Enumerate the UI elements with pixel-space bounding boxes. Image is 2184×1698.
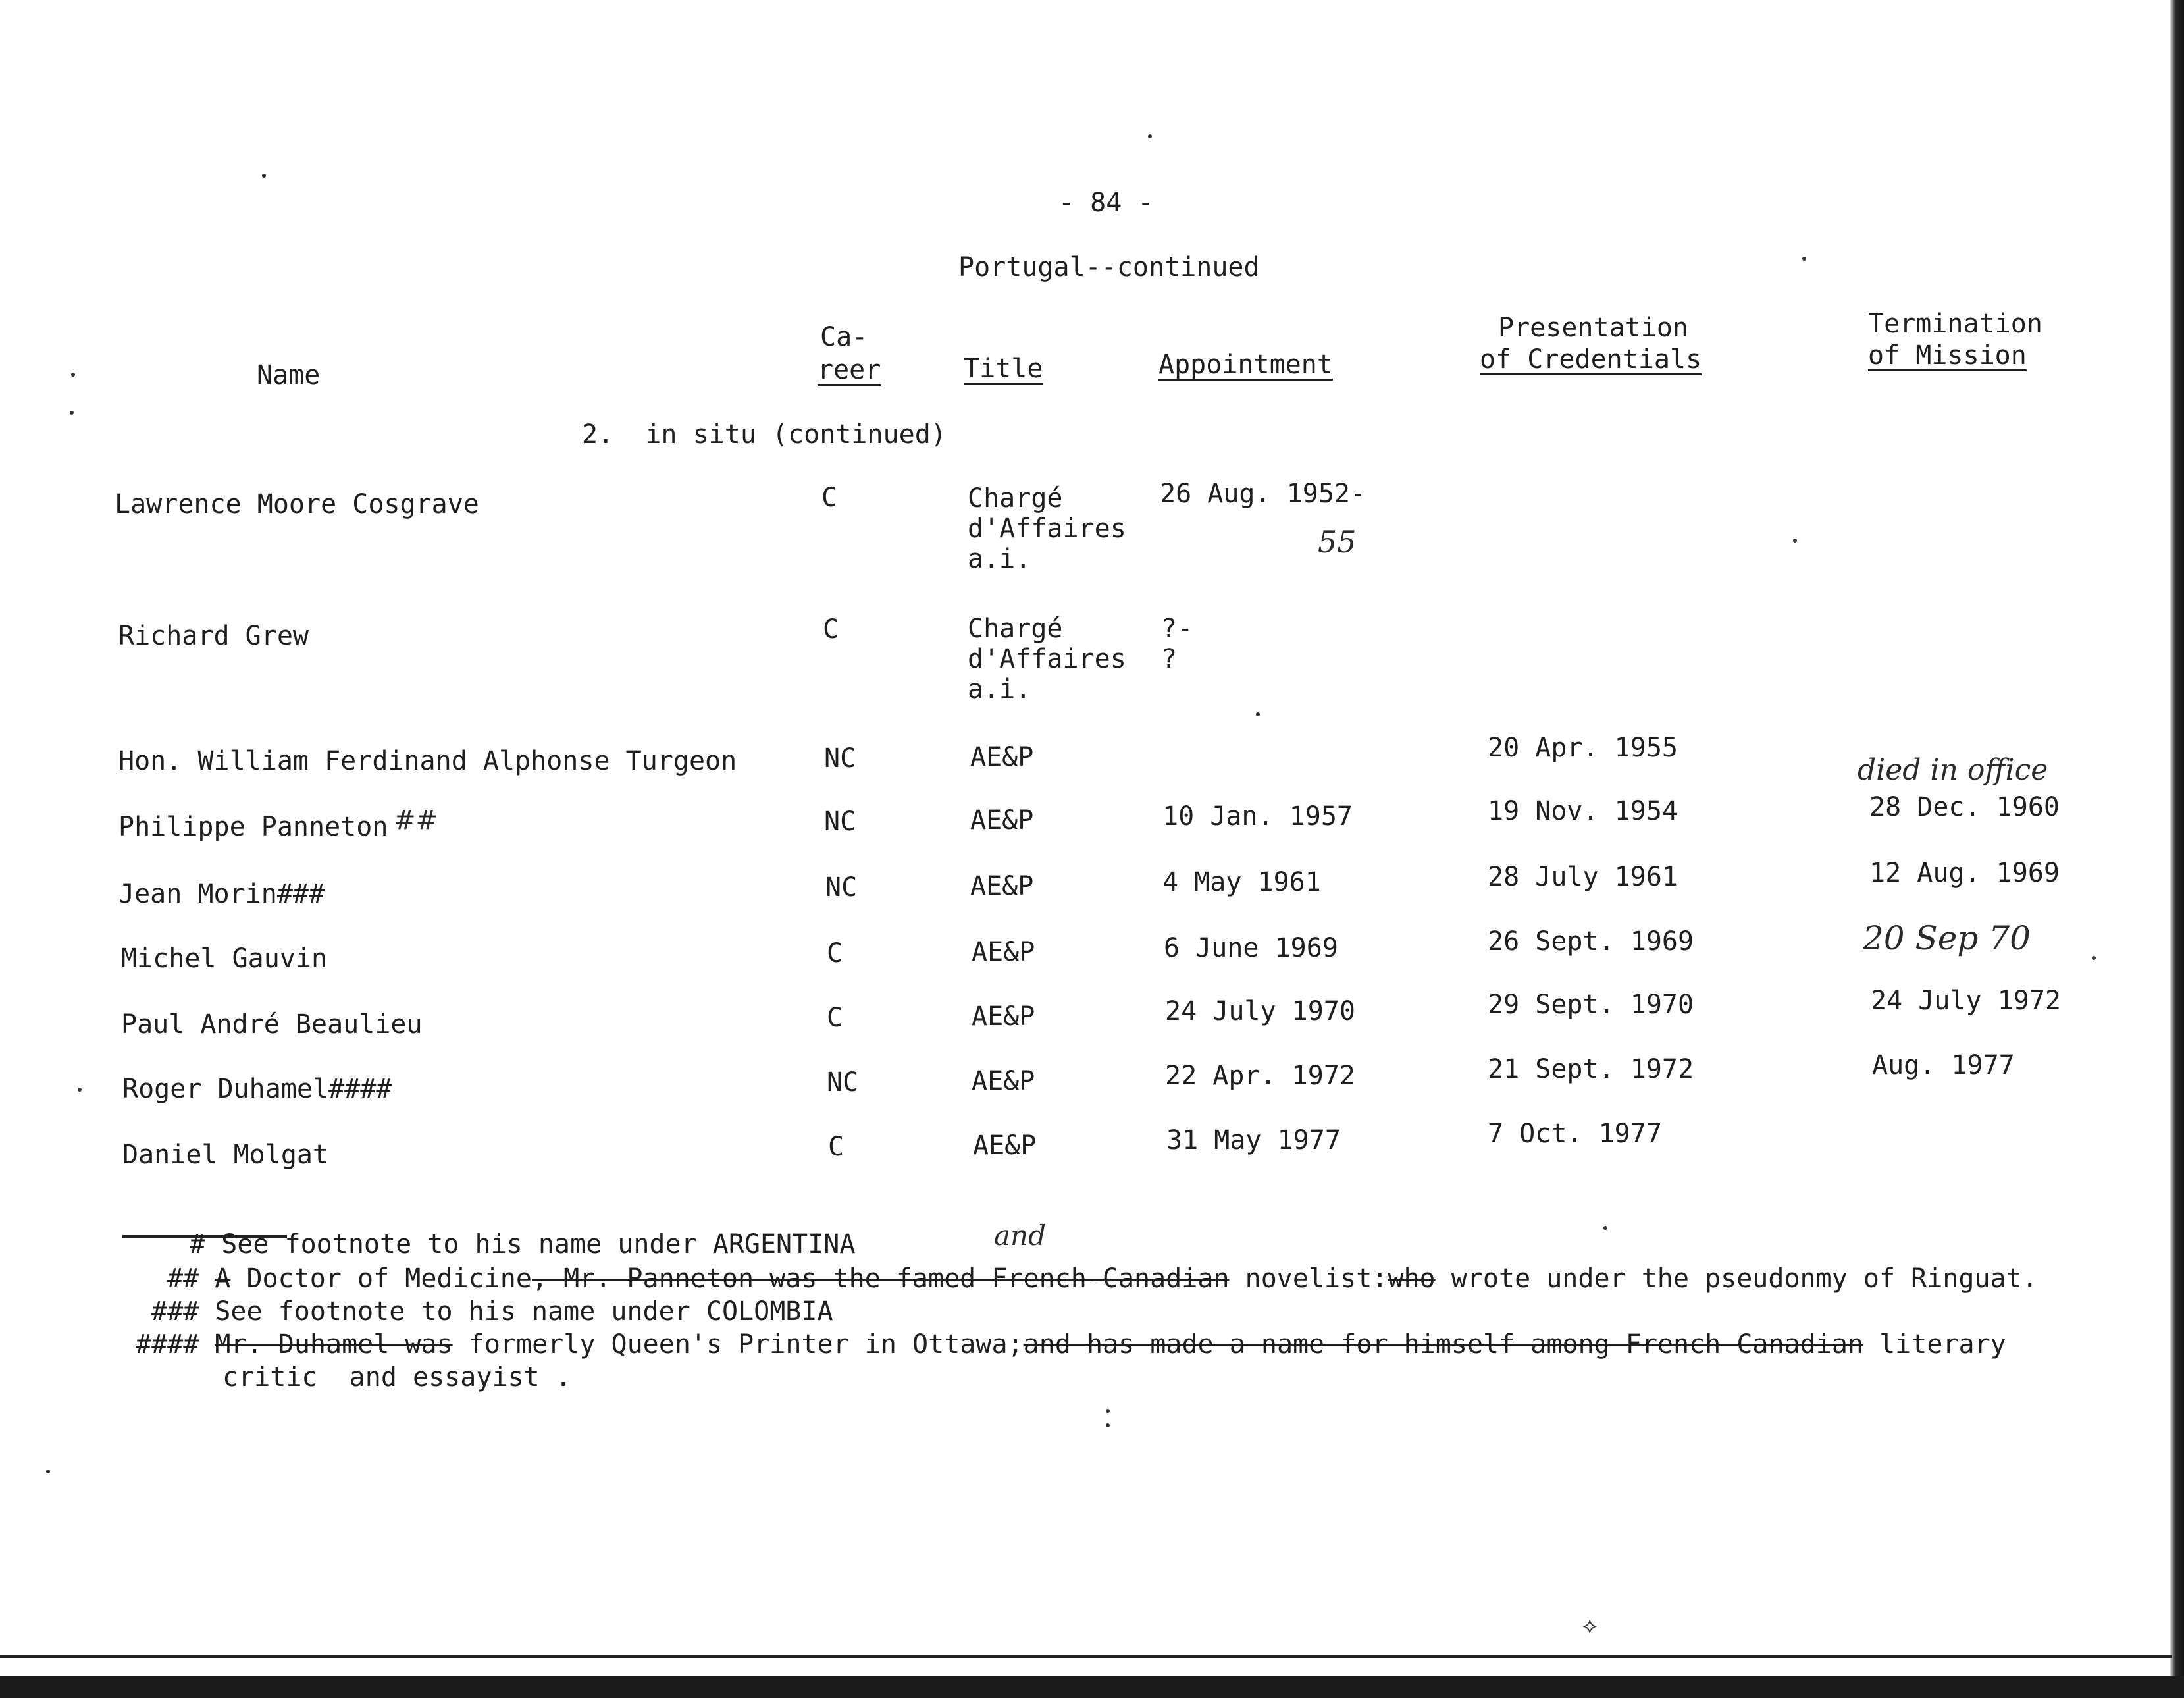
row-title: AE&P — [970, 742, 1034, 772]
section-title: Portugal--continued — [958, 252, 1260, 282]
scan-speck — [262, 174, 266, 178]
row-appointment: 10 Jan. 1957 — [1162, 801, 1353, 832]
row-career: C — [823, 614, 839, 645]
row-name: Paul André Beaulieu — [121, 1009, 423, 1040]
row-appointment-handwritten: 55 — [1318, 524, 1357, 560]
footnote-struck-text: A — [215, 1263, 231, 1294]
scan-speck — [78, 1088, 82, 1092]
footnote-3 — [151, 1298, 833, 1325]
row-career: C — [828, 1132, 845, 1162]
footnote-4-continuation: critic and essayist . — [222, 1362, 571, 1393]
scan-speck — [1802, 257, 1806, 261]
footnote-text: Doctor of Medicine — [246, 1263, 532, 1294]
scan-speck — [1256, 712, 1260, 716]
row-title: AE&P — [973, 1130, 1037, 1161]
header-career-bottom: reer — [818, 355, 881, 385]
footnote-text: See footnote to his name under COLOMBIA — [215, 1296, 833, 1327]
scan-speck — [71, 373, 75, 377]
row-presentation: 29 Sept. 1970 — [1488, 990, 1694, 1020]
header-termination-bottom: of Mission — [1868, 340, 2027, 371]
row-name: Lawrence Moore Cosgrave — [115, 489, 479, 519]
row-name: Richard Grew — [118, 621, 309, 651]
scan-speck — [1603, 1226, 1607, 1230]
scan-speck — [1148, 134, 1152, 138]
scan-speck — [1106, 1409, 1110, 1413]
row-career: NC — [827, 1067, 859, 1098]
scan-edge-bottom — [0, 1676, 2184, 1698]
row-presentation: 20 Apr. 1955 — [1488, 733, 1678, 763]
row-name: Michel Gauvin — [121, 943, 328, 974]
scan-speck — [2092, 956, 2096, 960]
row-name: Philippe Panneton — [118, 812, 388, 842]
footnote-text: wrote under the pseudonmy of Ringuat. — [1451, 1263, 2038, 1294]
row-career: NC — [825, 872, 858, 903]
row-name: Hon. William Ferdinand Alphonse Turgeon — [118, 746, 737, 776]
header-title: Title — [964, 354, 1043, 384]
row-termination: 24 July 1972 — [1871, 986, 2061, 1016]
row-termination-handwritten: 20 Sep 70 — [1863, 919, 2031, 957]
footnote-struck-text: who — [1388, 1263, 1436, 1294]
row-career: NC — [824, 743, 856, 774]
scan-edge-right — [2170, 0, 2184, 1698]
row-appointment: 22 Apr. 1972 — [1165, 1061, 1355, 1091]
footnote-1 — [190, 1231, 855, 1258]
header-termination-top: Termination — [1868, 309, 2042, 339]
page-number: - 84 - — [1058, 188, 1154, 218]
row-presentation: 26 Sept. 1969 — [1488, 926, 1694, 957]
row-termination-handwritten: died in office — [1858, 753, 2048, 787]
row-termination: 12 Aug. 1969 — [1869, 858, 2060, 888]
footnote-text: See footnote to his name under ARGENTINA — [221, 1229, 856, 1260]
row-appointment: 6 June 1969 — [1164, 933, 1338, 963]
footnote-struck-text: , Mr. Panneton was the famed French-Canadian — [531, 1263, 1230, 1294]
row-title: AE&P — [972, 1001, 1035, 1032]
footnote-struck-text: and has made a name for himself among French Canadian — [1023, 1329, 1863, 1360]
row-presentation: 7 Oct. 1977 — [1488, 1119, 1662, 1149]
row-presentation: 28 July 1961 — [1488, 862, 1678, 892]
row-name-handwritten: ## — [394, 805, 438, 836]
scan-speck — [1106, 1423, 1110, 1427]
scan-mark: ⟡ — [1582, 1612, 1598, 1639]
row-title: AE&P — [972, 937, 1035, 967]
scan-speck — [1793, 539, 1797, 543]
row-name: Roger Duhamel#### — [122, 1074, 392, 1104]
row-career: C — [827, 938, 843, 968]
row-title: AE&P — [972, 1066, 1035, 1096]
scan-speck — [70, 411, 74, 415]
footnote-mark: ## — [167, 1263, 199, 1294]
row-termination: 28 Dec. 1960 — [1869, 792, 2060, 822]
row-presentation: 19 Nov. 1954 — [1488, 796, 1678, 826]
row-title: AE&P — [970, 805, 1034, 836]
row-presentation: 21 Sept. 1972 — [1488, 1054, 1694, 1084]
row-appointment: ?- ? — [1161, 614, 1193, 674]
header-name: Name — [257, 360, 321, 390]
footnote-4: #### Mr. Duhamel was formerly Queen's Printer in Ottawa;and has made a name for himself among French Canadian literary — [136, 1329, 2006, 1360]
scan-speck — [46, 1470, 50, 1473]
row-career: C — [821, 483, 838, 513]
row-title: Chargé d'Affaires a.i. — [968, 483, 1126, 574]
footnote-mark: ### — [151, 1296, 199, 1327]
footnote-text: novelist — [1245, 1263, 1372, 1294]
footnote-mark: #### — [136, 1329, 199, 1360]
row-career: C — [827, 1003, 843, 1033]
row-name: Jean Morin### — [118, 879, 325, 909]
header-appointment: Appointment — [1158, 350, 1333, 380]
row-appointment: 31 May 1977 — [1166, 1125, 1341, 1155]
row-appointment: 4 May 1961 — [1162, 867, 1321, 897]
row-career: NC — [824, 807, 856, 837]
footnote-struck-text: Mr. Duhamel was — [215, 1329, 453, 1360]
footnote-text: literary — [1879, 1329, 2006, 1360]
row-termination: Aug. 1977 — [1872, 1050, 2015, 1080]
footnote-text: formerly Queen's Printer in Ottawa — [468, 1329, 1008, 1360]
header-career-top: Ca- — [820, 322, 868, 352]
row-title: AE&P — [970, 871, 1034, 901]
subsection-heading: 2. in situ (continued) — [582, 419, 947, 450]
row-appointment: 26 Aug. 1952- — [1160, 479, 1366, 509]
footnote-2: ## A Doctor of Medicine, Mr. Panneton was the famed French-Canadian novelist:who wrote under the pseudonmy of Ringuat. — [167, 1263, 2038, 1294]
row-title: Chargé d'Affaires a.i. — [968, 614, 1126, 704]
footnote-2-insertion: and — [994, 1219, 1046, 1252]
scan-edge-line — [0, 1655, 2172, 1658]
row-name: Daniel Molgat — [122, 1140, 329, 1170]
header-presentation-bottom: of Credentials — [1480, 344, 1702, 375]
header-presentation-top: Presentation — [1498, 313, 1688, 343]
row-appointment: 24 July 1970 — [1165, 996, 1355, 1026]
footnote-mark: # — [190, 1229, 206, 1260]
